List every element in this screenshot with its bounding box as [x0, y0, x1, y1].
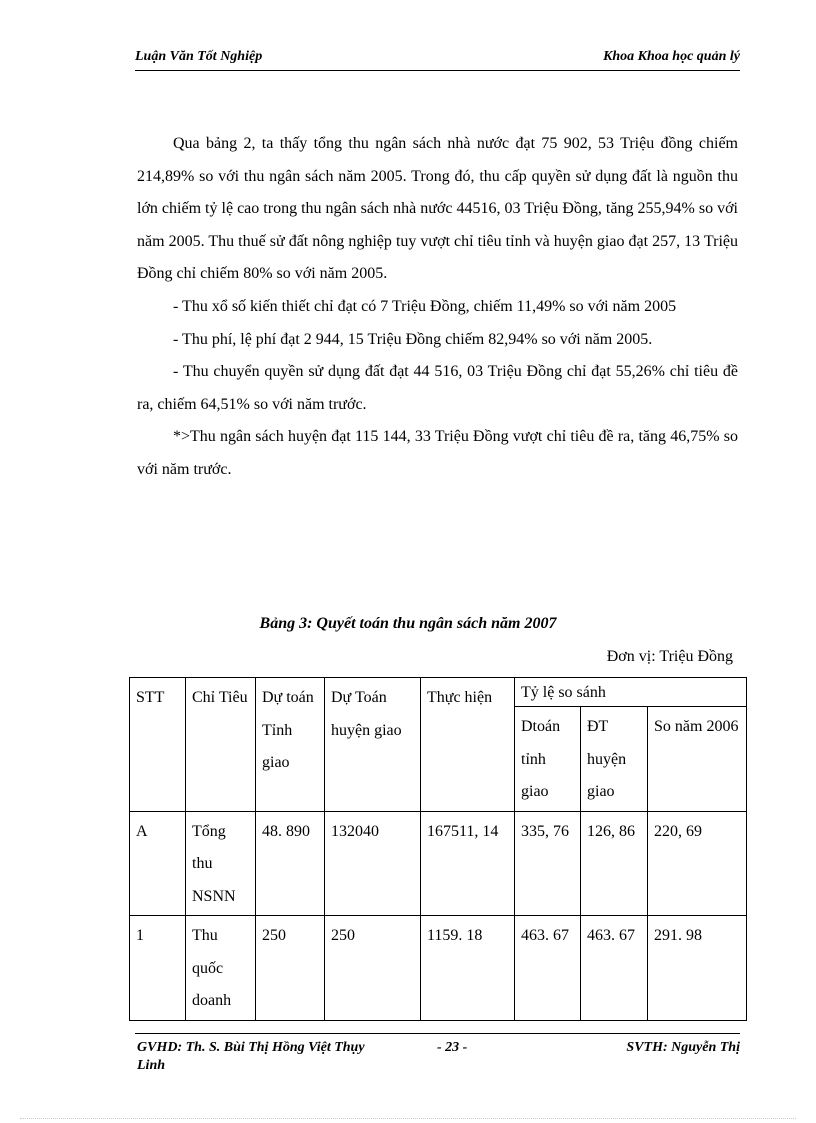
table-header-row	[130, 678, 747, 707]
cell-so-nam: 220, 69	[648, 811, 747, 916]
footer-left: GVHD: Th. S. Bùi Thị Hồng Việt Thụy Linh	[137, 1040, 365, 1073]
cell-dtoan-tinh: 463. 67	[515, 916, 581, 1021]
header-rule	[135, 70, 740, 71]
body-text	[137, 128, 738, 487]
cell-stt: 1	[130, 916, 186, 1021]
cell-dt-huyen: 126, 86	[581, 811, 648, 916]
table-row	[130, 916, 747, 1021]
table-row	[130, 811, 747, 916]
header-chi-tieu: Chỉ Tiêu	[186, 678, 256, 812]
cell-so-nam: 291. 98	[648, 916, 747, 1021]
header-dt-huyen: ĐT huyện giao	[581, 707, 648, 812]
paragraph: - Thu chuyển quyền sử dụng đất đạt 44 516, 03 Triệu Đồng chỉ đạt 55,26% chỉ tiêu đề ra, chiếm 64,51% so với năm trước.	[137, 363, 738, 413]
footer-right: SVTH: Nguyễn Thị	[626, 1040, 740, 1055]
page-edge	[20, 1118, 796, 1119]
cell-du-toan-tinh: 250	[256, 916, 325, 1021]
header-ty-le: Tỷ lệ so sánh	[515, 678, 747, 707]
header-stt: STT	[130, 678, 186, 812]
cell-stt: A	[130, 811, 186, 916]
header-du-toan-huyen: Dự Toán huyện giao	[325, 678, 421, 812]
header-du-toan-tinh: Dự toán Tỉnh giao	[256, 678, 325, 812]
header-thuc-hien: Thực hiện	[421, 678, 515, 812]
cell-chi-tieu: Thu quốc doanh	[186, 916, 256, 1021]
cell-du-toan-huyen: 250	[325, 916, 421, 1021]
cell-chi-tieu: Tổng thu NSNN	[186, 811, 256, 916]
cell-du-toan-huyen: 132040	[325, 811, 421, 916]
header-so-nam: So năm 2006	[648, 707, 747, 812]
paragraph: - Thu xổ số kiến thiết chỉ đạt có 7 Triệu Đồng, chiếm 11,49% so với năm 2005	[173, 297, 677, 315]
cell-thuc-hien: 1159. 18	[421, 916, 515, 1021]
cell-du-toan-tinh: 48. 890	[256, 811, 325, 916]
cell-dtoan-tinh: 335, 76	[515, 811, 581, 916]
cell-dt-huyen: 463. 67	[581, 916, 648, 1021]
cell-thuc-hien: 167511, 14	[421, 811, 515, 916]
footer-rule	[135, 1033, 740, 1034]
header-dtoan-tinh: Dtoán tỉnh giao	[515, 707, 581, 812]
header-right: Khoa Khoa học quản lý	[603, 49, 740, 64]
table-unit: Đơn vị: Triệu Đồng	[606, 648, 733, 665]
budget-table	[129, 677, 747, 1021]
header-left: Luận Văn Tốt Nghiệp	[135, 49, 263, 64]
paragraph: *>Thu ngân sách huyện đạt 115 144, 33 Triệu Đồng vượt chỉ tiêu đề ra, tăng 46,75% so với năm trước.	[137, 428, 738, 478]
paragraph: - Thu phí, lệ phí đạt 2 944, 15 Triệu Đồng chiếm 82,94% so với năm 2005.	[173, 330, 653, 348]
table-caption: Bảng 3: Quyết toán thu ngân sách năm 2007	[259, 615, 557, 632]
page-footer	[137, 1039, 740, 1075]
paragraph: Qua bảng 2, ta thấy tổng thu ngân sách nhà nước đạt 75 902, 53 Triệu đồng chiếm 214,89% so với thu ngân sách năm 2005. Trong đó, thu cấp quyền sử dụng đất là nguồn thu lớn chiếm tỷ lệ cao trong thu ngân sách nhà nước 44516, 03 Triệu Đồng, tăng 255,94% so với năm 2005. Thu thuế sử đất nông nghiệp tuy vượt chỉ tiêu tỉnh và huyện giao đạt 257, 13 Triệu Đồng chỉ chiếm 80% so với năm 2005.	[137, 135, 738, 283]
page-number: - 23 -	[437, 1040, 468, 1055]
page-header	[135, 49, 740, 65]
